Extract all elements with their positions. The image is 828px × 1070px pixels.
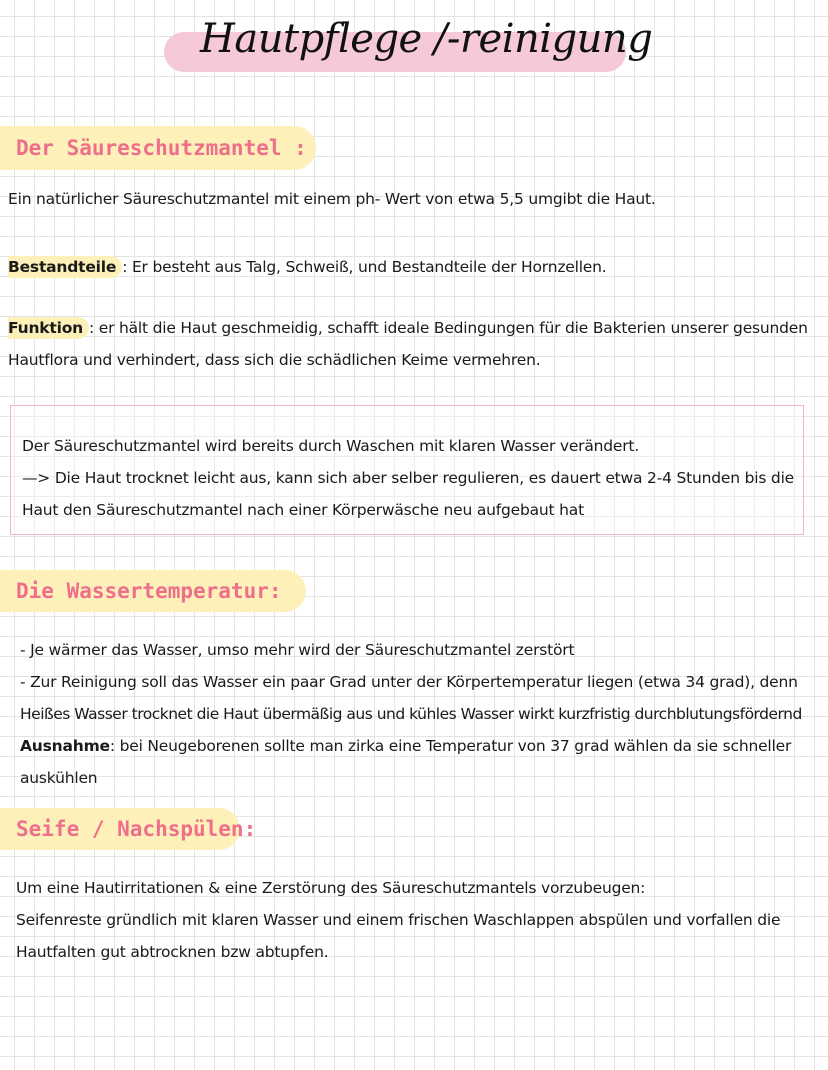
intro-text: Ein natürlicher Säureschutzmantel mit einem ph- Wert von etwa 5,5 umgibt die Haut. [8,190,656,208]
ausnahme-label: Ausnahme [20,737,110,755]
section-heading-saeureschutzmantel: Der Säureschutzmantel : [16,136,307,160]
section-heading-seife: Seife / Nachspülen: [16,817,257,841]
title-banner [164,16,653,76]
bestandteile-text: : Er besteht aus Talg, Schweiß, und Bestandteile der Hornzellen. [122,258,607,276]
bestandteile-label: Bestandteile [8,256,122,278]
page-title: Hautpflege /-reinigung [200,16,653,62]
seife-line-1: Um eine Hautirritationen & eine Zerstörung des Säureschutzmantels vorzubeugen: [16,879,646,897]
info-box-line-3: Haut den Säureschutzmantel nach einer Körperwäsche neu aufgebaut hat [22,501,584,519]
bestandteile-line [8,251,607,283]
seife-line-2: Seifenreste gründlich mit klaren Wasser und einem frischen Waschlappen abspülen und vorfallen die [16,911,781,929]
ausnahme-text: : bei Neugeborenen sollte man zirka eine Temperatur von 37 grad wählen da sie schneller [109,737,792,755]
funktion-text: : er hält die Haut geschmeidig, schafft ideale Bedingungen für die Bakterien unserer gesunden [89,319,808,337]
section-heading-wassertemperatur: Die Wassertemperatur: [16,579,282,603]
wasser-line-3: Heißes Wasser trocknet die Haut übermäßig aus und kühles Wasser wirkt kurzfristig durchblutungsfördernd [20,705,802,723]
wasser-line-1: - Je wärmer das Wasser, umso mehr wird der Säureschutzmantel zerstört [20,641,575,659]
wasser-line-5: auskühlen [20,769,98,787]
funktion-line [8,312,808,344]
seife-line-3: Hautfalten gut abtrocknen bzw abtupfen. [16,943,329,961]
funktion-line-2: Hautflora und verhindert, dass sich die schädlichen Keime vermehren. [8,351,541,369]
info-box-line-2: —> Die Haut trocknet leicht aus, kann sich aber selber regulieren, es dauert etwa 2-4 Stunden bis die [22,469,795,487]
info-box-line-1: Der Säureschutzmantel wird bereits durch Waschen mit klaren Wasser verändert. [22,437,639,455]
ausnahme-line [20,730,791,762]
wasser-line-2: - Zur Reinigung soll das Wasser ein paar Grad unter der Körpertemperatur liegen (etwa 34 grad), denn [20,673,798,691]
funktion-label: Funktion [8,317,89,339]
